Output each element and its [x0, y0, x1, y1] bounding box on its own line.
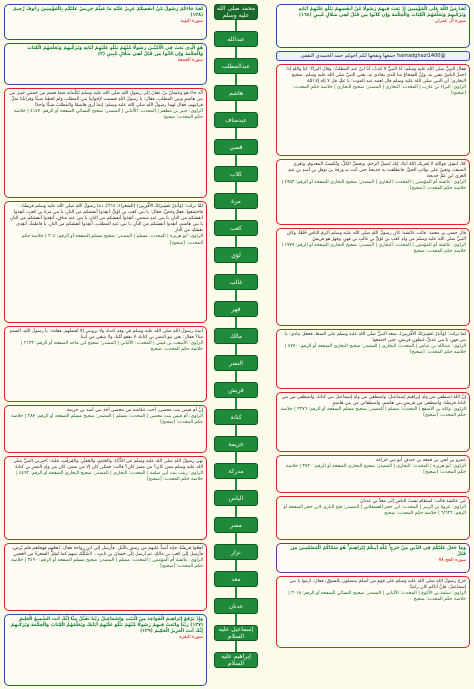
hadith-meta: الراوي: سلمة بن الأكوع | المحدث: الألباني | المصدر: صحيح النسائي الصفحة أو الرقم: ٣٠١٨ | خلاصة حكم المحدث: صحيح: [288, 591, 466, 603]
hadith-meta: الراوي: البراء بن عازب | المحدث: البخاري | المصدر: صحيح البخاري | خلاصة حكم المحدث: [صحيح]: [292, 85, 466, 97]
verse-text: وَإِذْ يَرْفَعُ إِبْرَاهِيمُ الْقَوَاعِدَ مِنَ الْبَيْتِ وَإِسْمَاعِيلُ رَبَّنَا تَقَبَّلْ مِنَّا إِنَّكَ أَنتَ السَّمِيعُ الْعَلِيمُ (١٢٧) رَبَّنَا وَابْعَثْ فِيهِمْ رَسُولًا مِّنْهُمْ يَتْلُو عَلَيْهِمْ آيَاتِكَ وَيُعَلِّمُهُمُ الْكِتَابَ وَالْحِكْمَةَ وَيُزَكِّيهِمْ إِنَّكَ أَنتَ الْعَزِيزُ الْحَكِيمُ (١٢٩): [10, 617, 203, 635]
lineage-node: إسماعيل عليه السلام: [214, 625, 258, 641]
lineage-connector: [235, 317, 237, 328]
lineage-connector: [235, 506, 237, 517]
lineage-node: لؤي: [214, 247, 258, 263]
lineage-connector: [235, 641, 237, 652]
lineage-node: عبدالمطلب: [214, 58, 258, 74]
hadith-meta: الراوي: جبير بن مطعم | المحدث: الألباني | المصدر: صحيح النسائي الصفحة أو الرقم: ٤١٤٧ | خلاصة حكم المحدث: صحيح: [13, 109, 203, 121]
hadith-card: [4, 88, 207, 198]
lineage-node: محمد صلى الله عليه وسلم: [214, 4, 258, 20]
lineage-connector: [235, 209, 237, 220]
lineage-connector: [235, 128, 237, 139]
hadith-text: فقال النبيُّ صلى الله عليه وسلم: أنا النبيُّ لا كذبْ، أنا ابنُ عبدِ المطلبْ. وقال البراءُ: كنا واللهِ إذا احمرَّ البأسُ نتقي به، وإنَّ الشجاعَ منا للذي يحاذي به. يعني النبيَّ صلى الله عليه وسلم. صحيح البخاري: أن النبي صلى الله عليه وسلم قال لعمه عند الموت: يا عمِّ، قل لا إلهَ إلا اللهُ: [286, 67, 466, 85]
lineage-node: نزار: [214, 544, 258, 560]
hadith-text: كلا، أبشِرْ، فواللهِ لا يُخزيك اللهُ أبدًا، إنك لتصلُ الرحمَ، وتحملُ الكلَّ، وتُكسبُ المعدومَ، وتَقري الضيفَ، وتعينُ على نوائبِ الحقِّ. فانطلقت به خديجةُ حتى أتت به ورقةَ بنَ نوفلِ بنِ أسدِ بنِ عبدِ العزى ابنِ عمِّ خديجةَ: [288, 162, 466, 180]
hadith-card: [276, 496, 470, 540]
hadith-meta: الراوي: أبو هريرة | المحدث: مسلم | المصدر: صحيح مسلم الصفحة أو الرقم: ٢٠٤ | خلاصة حكم المحدث: [صحيح]: [21, 234, 203, 246]
author-handle: @hamadghazi1400 جمعها ونقحها لكم أخوكم حمد الحميدي الثقفي: [276, 51, 470, 61]
hadith-text: أنَّه جاء هو وعثمانُ بنُ عفانَ إلى رسولِ اللهِ صلى الله عليه وسلم يُكلِّمانه فيما قسم من خمسِ خيبرَ بين بني هاشمٍ وبني المطلبِ، فقال: يا رسولَ اللهِ قسمت لإخوانِنا بني المطلبِ ولم تُعطِنا شيئًا وقرابتُنا مثلُ قرابتِهم، فقال لهما رسولُ اللهِ صلى الله عليه وسلم: إنما أرى هاشمًا والمطلبَ شيئًا واحدًا: [9, 91, 203, 109]
hadith-text: عن عائشة قالت: استقام نسبُ الناسِ إلى معدِّ بنِ عدنانَ: [359, 499, 466, 504]
lineage-node: قريش: [214, 382, 258, 398]
lineage-connector: [235, 560, 237, 571]
hadith-card: [4, 543, 207, 611]
lineage-node: إبراهيم عليه السلام: [214, 652, 258, 668]
lineage-node: عدنان: [214, 598, 258, 614]
hadith-text: خرجَ رسولُ اللهِ صلى الله عليه وسلم على قومٍ من أسلمَ ينتضلون بالسوقِ، فقال: ارموا يا بني إسماعيلَ، فإنَّ أباكم كان راميًا: [289, 579, 466, 591]
left-column: [4, 4, 207, 689]
lineage-connector: [235, 263, 237, 274]
lineage-connector: [235, 398, 237, 409]
lineage-node: الياس: [214, 490, 258, 506]
hadith-text: قال حسن بن محمد: قالت عائشة: كان رسولُ اللهِ صلى الله عليه وسلم أكرمَ الناسِ خُلقًا، وكان النبيُّ صلى الله عليه وسلم من ولدِ كعبِ بنِ لؤيٍّ بنِ غالبِ بنِ فهرٍ، وفهرُ هو قريشٌ: [286, 231, 466, 243]
lineage-connector: [235, 290, 237, 301]
hadith-text: إنَّ اللهَ اصطفى من ولدِ إبراهيمَ إسماعيلَ، واصطفى من ولدِ إسماعيلَ بني كنانةَ، واصطفى من بني كنانةَ قريشًا، واصطفى من قريشٍ بني هاشمٍ، واصطفاني من بني هاشمٍ: [281, 395, 466, 407]
lineage-node: كنانة: [214, 409, 258, 425]
hadith-card: [276, 159, 470, 225]
hadith-card: [4, 405, 207, 453]
hadith-text: أتيتُ رسولَ اللهِ صلى الله عليه وسلم في وفدِ كندةَ، ولا يرونني إلا أفضلَهم. فقلتُ: يا رسولَ اللهِ، ألستم منا؟ فقال: نحن بنو النضرِ بنِ كنانةَ، لا نقفو أمَّنا، ولا ننتفي من أبينا: [9, 329, 203, 341]
hadith-card: [276, 228, 470, 326]
hadith-meta: الراوي: الأشعث بن قيس | المحدث: الألباني | المصدر: صحيح ابن ماجه الصفحة أو الرقم: ٢١٣٢ | خلاصة حكم المحدث: صحيح: [20, 341, 203, 353]
verse-card: [276, 4, 470, 48]
hadith-meta: الراوي: زينب بنت أبي سلمة | المحدث: البخاري | المصدر: صحيح البخاري الصفحة أو الرقم: ٤٤٩٢ | خلاصة حكم المحدث: [صحيح]: [16, 471, 203, 483]
verse-ref: سورة الحج ٧٨: [438, 558, 466, 564]
hadith-meta: الراوي: عائشة أم المؤمنين | المحدث: مسلم | المصدر: صحيح مسلم الصفحة أو الرقم: ٢٤٩٠ | خلاصة حكم المحدث: [صحيح]: [11, 558, 203, 570]
lineage-connector: [235, 479, 237, 490]
hadith-card: [276, 329, 470, 389]
lineage-connector: [235, 452, 237, 463]
hadith-meta: الراوي: أبو هريرة | المحدث: البخاري | المصدر: صحيح البخاري الصفحة أو الرقم: ٣٥٢٠ | خلاصة حكم المحدث: [صحيح]: [285, 464, 466, 476]
hadith-text: لما نزلت: (وَأَنذِرْ عَشِيرَتَكَ الأَقْرَبِينَ)، صعد النبيُّ صلى الله عليه وسلم على الصفا، فجعل ينادي: يا بني فهرٍ، يا بني عديٍّ، لبطونِ قريشٍ، حتى اجتمعوا: [284, 332, 466, 344]
lineage-node: عبدمناف: [214, 112, 258, 128]
verse-card: [276, 543, 470, 573]
lineage-connector: [235, 371, 237, 382]
lineage-connector: [235, 182, 237, 193]
lineage-node: فهر: [214, 301, 258, 317]
lineage-connector: [235, 20, 237, 31]
lineage-connector: [235, 614, 237, 625]
hadith-meta: الراوي: عائشة أم المؤمنين | المحدث: البخاري | المصدر: صحيح البخاري الصفحة أو الرقم: ١٧٧٧ | خلاصة حكم المحدث: صحيح: [281, 243, 466, 255]
hadith-text: لمَّا نزلت: (وَأَنذِرْ عَشِيرَتَكَ الأَقْرَبِينَ) [الشعراء: ٢١٤]، دعا رسولُ اللهِ صلى الله عليه وسلم قريشًا، فاجتمعوا، فعمَّ وخصَّ، فقال: يا بني كعبِ بنِ لؤيٍّ، أنقِذوا أنفسَكم من النارِ، يا بني مرةَ بنِ كعبٍ، أنقِذوا أنفسَكم من النارِ، يا بني عبدِ شمسٍ، أنقِذوا أنفسَكم من النارِ، يا بني عبدِ منافٍ، أنقِذوا أنفسَكم من النارِ، يا بني هاشمٍ، أنقِذوا أنفسَكم من النارِ، يا بني عبدِ المطلبِ، أنقِذوا أنفسَكم من النارِ، يا فاطمةُ، أنقِذي نفسَكِ من النارِ: [9, 204, 203, 234]
lineage-connector: [235, 533, 237, 544]
hadith-text: إنَّ أم قيس بنت محصن، أخت عكاشة من محصن أحد بني أسد بن خزيمة: [66, 408, 203, 413]
hadith-meta: الراوي: عروة بن الزبير | المحدث: ابن حجر العسقلاني | المصدر: فتح الباري لابن حجر الصفحة أو الرقم: ٦/٦٢٦ | خلاصة حكم المحدث: صحيح: [283, 505, 466, 517]
lineage-node: معد: [214, 571, 258, 587]
lineage-connector: [235, 47, 237, 58]
lineage-node: هاشم: [214, 85, 258, 101]
lineage-node: خزيمة: [214, 436, 258, 452]
verse-ref: سورة الجمعة: [177, 58, 203, 64]
lineage-node: مالك: [214, 328, 258, 344]
lineage-node: كعب: [214, 220, 258, 236]
lineage-chain: [212, 4, 260, 668]
lineage-connector: [235, 236, 237, 247]
lineage-node: النضر: [214, 355, 258, 371]
hadith-text: اهجُوا قريشًا، فإنه أشدُّ عليهم من رشقٍ بالنَّبلِ. فأرسل إلى ابنِ رواحةَ فقال: اهجُهم فهجاهم فلم يُرضِ، فأرسل إلى كعبِ بنِ مالكٍ، ثم أرسل إلى حسانَ بنِ ثابتٍ... لأسُلَّنَّك منهم كما تُسَلُّ الشعرةُ من العجينِ: [11, 546, 203, 558]
lineage-node: كلاب: [214, 166, 258, 182]
lineage-connector: [235, 101, 237, 112]
hadith-meta: الراوي: أم قيس بنت محصن | المحدث: مسلم | المصدر: صحيح مسلم الصفحة أو الرقم: ٢٨٧ | خلاصة حكم المحدث: [صحيح]: [11, 414, 203, 426]
verse-card: [4, 614, 207, 686]
lineage-connector: [235, 155, 237, 166]
right-column: [276, 4, 470, 651]
hadith-meta: الراوي: عائشة أم المؤمنين | المحدث: البخاري | المصدر: صحيح البخاري الصفحة أو الرقم: ٤٩٥٣ | خلاصة حكم المحدث: [صحيح]: [281, 180, 466, 192]
lineage-node: قصي: [214, 139, 258, 155]
lineage-node: غالب: [214, 274, 258, 290]
lineage-node: عبدالله: [214, 31, 258, 47]
hadith-card: [4, 456, 207, 540]
lineage-connector: [235, 587, 237, 598]
lineage-node: مدركة: [214, 463, 258, 479]
hadith-card: [276, 455, 470, 493]
lineage-node: مرة: [214, 193, 258, 209]
hadith-card: [276, 64, 470, 156]
hadith-text: نهى رسولُ اللهِ صلى الله عليه وسلم عن الدُّبَّاءِ، والحَنتَمِ، والمُقيَّرِ، والمُزفَّتِ، قلتُ: أخبِرني النبيُّ صلى الله عليه وسلم ممن كان؟ من مضرَ كان؟ قالت: فممَّن كان إلا من مضرَ، كان من ولدِ النضرِ بنِ كنانةَ: [12, 459, 203, 471]
verse-text: لَقَدْ مَنَّ اللَّهُ عَلَى الْمُؤْمِنِينَ إِذْ بَعَثَ فِيهِمْ رَسُولًا مِّنْ أَنفُسِهِمْ يَتْلُو عَلَيْهِمْ آيَاتِهِ وَيُزَكِّيهِمْ وَيُعَلِّمُهُمُ الْكِتَابَ وَالْحِكْمَةَ وَإِن كَانُوا مِن قَبْلُ لَفِي ضَلَالٍ مُّبِينٍ (١٦٤): [298, 7, 466, 19]
lineage-connector: [235, 74, 237, 85]
verse-ref: سورة التوبة: [180, 19, 203, 25]
verse-ref: سورة البقرة: [179, 635, 203, 641]
hadith-card: [4, 201, 207, 323]
verse-text: هُوَ الَّذِي بَعَثَ فِي الْأُمِّيِّينَ رَسُولًا مِّنْهُمْ يَتْلُو عَلَيْهِمْ آيَاتِهِ وَيُزَكِّيهِمْ وَيُعَلِّمُهُمُ الْكِتَابَ وَالْحِكْمَةَ وَإِن كَانُوا مِن قَبْلُ لَفِي ضَلَالٍ مُّبِينٍ (٢): [27, 46, 203, 58]
lineage-connector: [235, 344, 237, 355]
hadith-card: [276, 576, 470, 648]
hadith-card: [4, 326, 207, 402]
hadith-meta: الراوي: عبدالله بن عباس | المحدث: البخاري | المصدر: صحيح البخاري الصفحة أو الرقم: ٤٧٧٠ | خلاصة حكم المحدث: [صحيح]: [284, 344, 466, 356]
verse-card: [4, 43, 207, 85]
hadith-card: [276, 392, 470, 452]
lineage-node: مضر: [214, 517, 258, 533]
verse-ref: سورة آل عمران: [435, 19, 466, 25]
verse-text: لَقَدْ جَاءَكُمْ رَسُولٌ مِّنْ أَنفُسِكُمْ عَزِيزٌ عَلَيْهِ مَا عَنِتُّمْ حَرِيصٌ عَلَيْكُم بِالْمُؤْمِنِينَ رَءُوفٌ رَّحِيمٌ (١٢٨): [13, 7, 203, 19]
hadith-meta: الراوي: واثلة بن الأسقع | المحدث: مسلم | المصدر: صحيح مسلم الصفحة أو الرقم: ٢٢٧٦ | خلاصة حكم المحدث: [صحيح]: [280, 407, 466, 419]
verse-card: [4, 4, 207, 40]
hadith-text: عمرو بن لحي بن قمعة بن خندف أبو بني خزاعة: [375, 458, 466, 463]
verse-text: وَمَا جَعَلَ عَلَيْكُمْ فِي الدِّينِ مِنْ حَرَجٍ ۚ مِّلَّةَ أَبِيكُمْ إِبْرَاهِيمَ ۚ هُوَ سَمَّاكُمُ الْمُسْلِمِينَ مِن قَبْلُ: [290, 546, 466, 558]
lineage-connector: [235, 425, 237, 436]
